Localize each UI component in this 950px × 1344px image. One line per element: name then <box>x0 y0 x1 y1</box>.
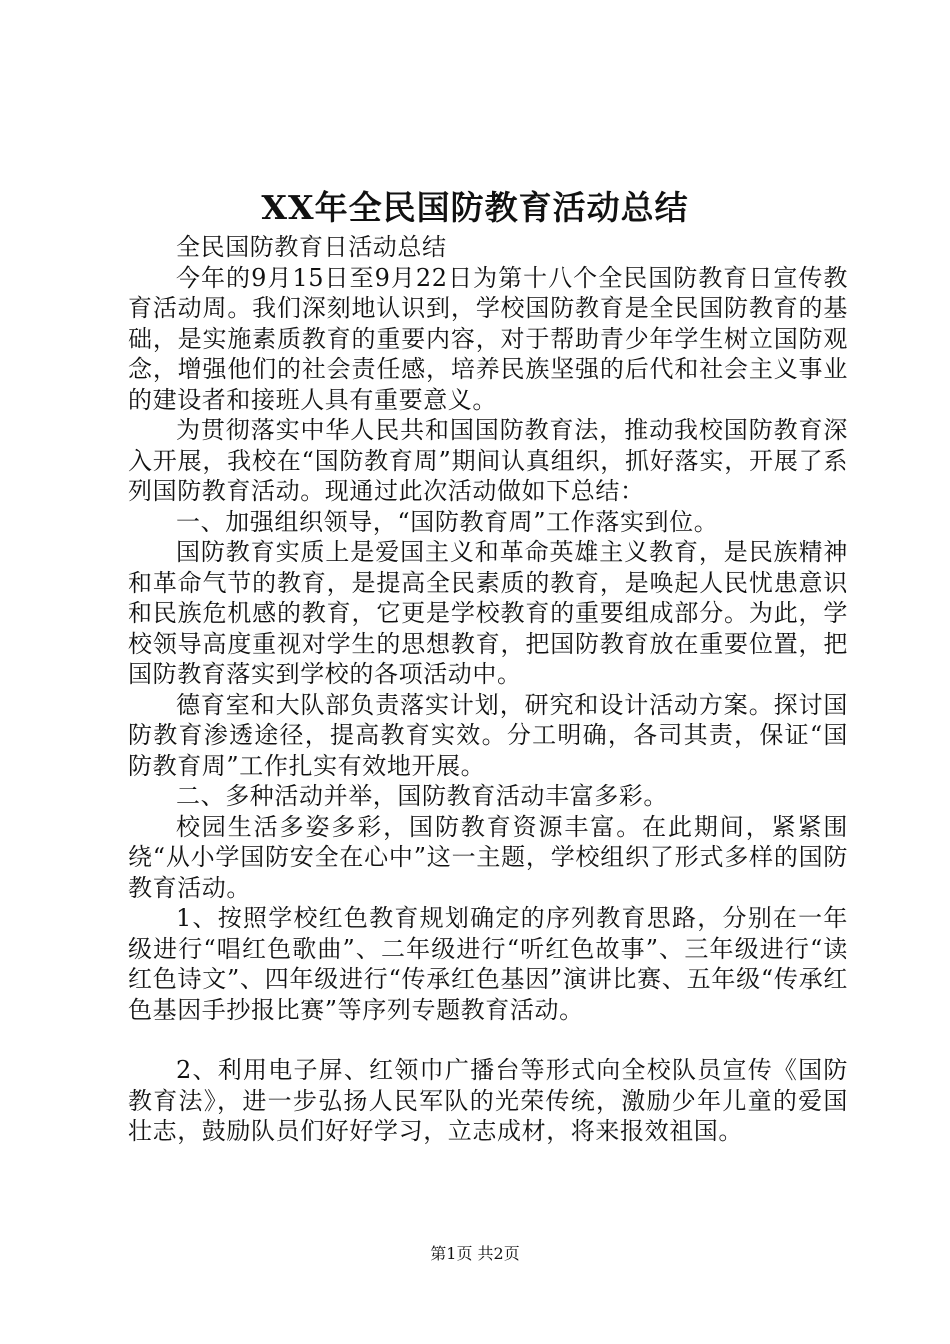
section-heading: 二、多种活动并举，国防教育活动丰富多彩。 <box>176 782 668 810</box>
body-paragraph: 为贯彻落实中华人民共和国国防教育法，推动我校国防教育深入开展，我校在“国防教育周”期间认真组织，抓好落实，开展了系列国防教育活动。现通过此次活动做如下总结： <box>128 416 848 505</box>
body-paragraph: 校园生活多姿多彩，国防教育资源丰富。在此期间，紧紧围绕“从小学国防安全在心中”这一主题，学校组织了形式多样的国防教育活动。 <box>128 812 848 902</box>
body-paragraph: 德育室和大队部负责落实计划，研究和设计活动方案。探讨国防教育渗透途径，提高教育实效。分工明确，各司其责，保证“国防教育周”工作扎实有效地开展。 <box>128 690 848 780</box>
list-item-paragraph: 1、按照学校红色教育规划确定的序列教育思路，分别在一年级进行“唱红色歌曲”、二年级进行“听红色故事”、三年级进行“读红色诗文”、四年级进行“传承红色基因”演讲比赛、五年级“传承红色基因手抄报比赛”等序列专题教育活动。 <box>128 904 848 1024</box>
list-item-paragraph: 2、利用电子屏、红领巾广播台等形式向全校队员宣传《国防教育法》，进一步弘扬人民军队的光荣传统，激励少年儿童的爱国壮志，鼓励队员们好好学习，立志成材，将来报效祖国。 <box>128 1056 848 1145</box>
subtitle-paragraph: 全民国防教育日活动总结 <box>176 233 447 261</box>
page-number-footer: 第1页 共2页 <box>430 1244 520 1263</box>
document-title: XX年全民国防教育活动总结 <box>261 188 689 227</box>
body-paragraph: 国防教育实质上是爱国主义和革命英雄主义教育，是民族精神和革命气节的教育，是提高全民素质的教育，是唤起人民忧患意识和民族危机感的教育，它更是学校教育的重要组成部分。为此，学校领导高度重视对学生的思想教育，把国防教育放在重要位置，把国防教育落实到学校的各项活动中。 <box>128 538 848 688</box>
section-heading: 一、加强组织领导，“国防教育周”工作落实到位。 <box>176 507 719 536</box>
document-body <box>128 232 848 1147</box>
body-paragraph: 今年的9月15日至9月22日为第十八个全民国防教育日宣传教育活动周。我们深刻地认识到，学校国防教育是全民国防教育的基础，是实施素质教育的重要内容，对于帮助青少年学生树立国防观念，增强他们的社会责任感，培养民族坚强的后代和社会主义事业的建设者和接班人具有重要意义。 <box>128 263 848 414</box>
